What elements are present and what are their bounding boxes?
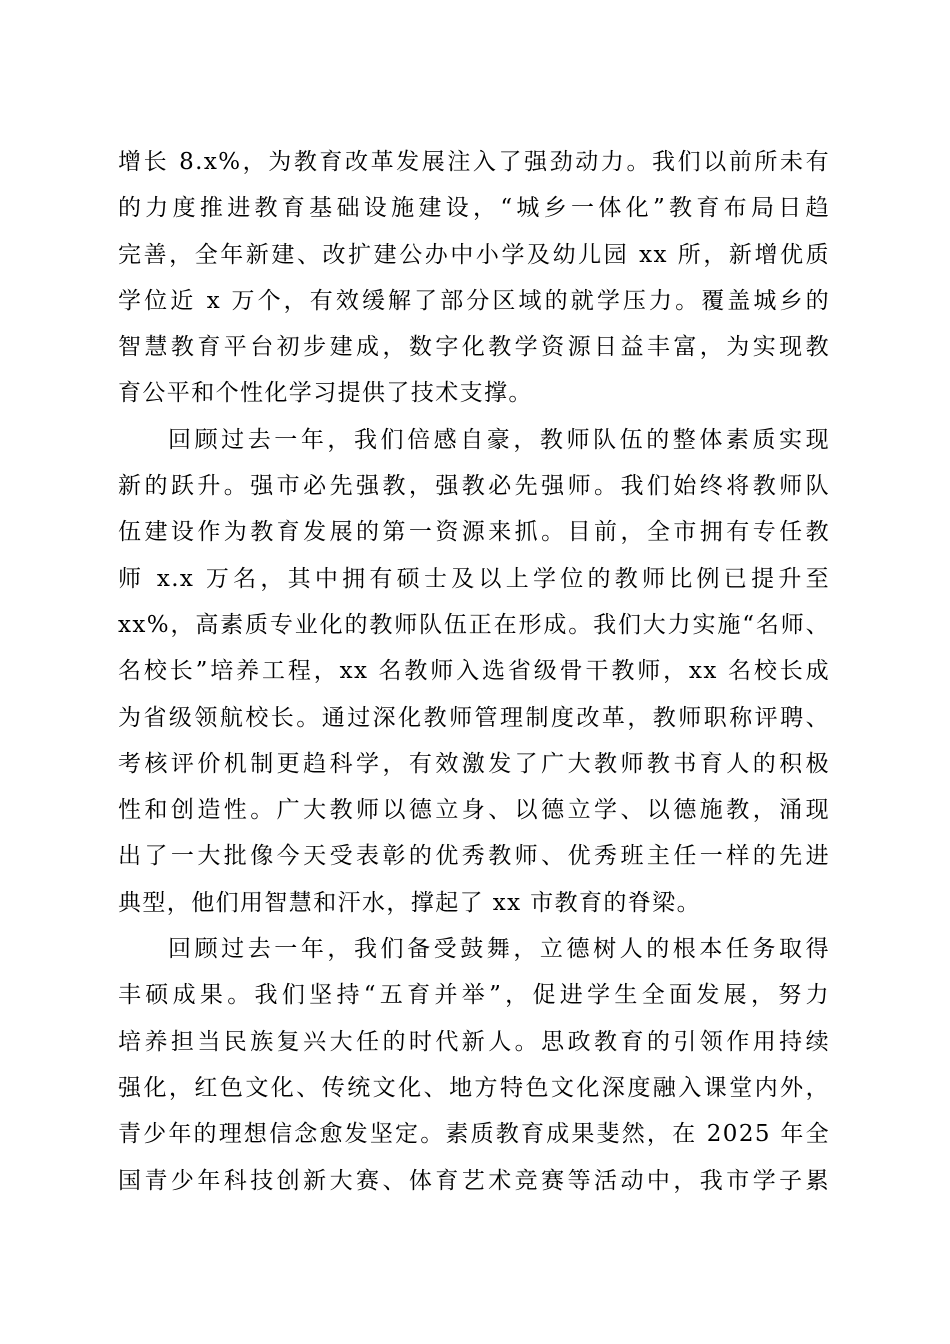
document-body — [118, 139, 830, 1204]
paragraph-line: 学位近 x 万个，有效缓解了部分区域的就学压力。覆盖城乡的 — [118, 287, 830, 314]
paragraph-line: 名校长”培养工程，xx 名教师入选省级骨干教师，xx 名校长成 — [118, 658, 830, 685]
paragraph-line: 完善，全年新建、改扩建公办中小学及幼儿园 xx 所，新增优质 — [118, 241, 830, 268]
paragraph-line: 丰硕成果。我们坚持“五育并举”，促进学生全面发展，努力 — [118, 982, 830, 1009]
paragraph-line: 回顾过去一年，我们倍感自豪，教师队伍的整体素质实现 — [168, 426, 830, 453]
paragraph-1 — [118, 139, 830, 417]
paragraph-line: 青少年的理想信念愈发坚定。素质教育成果斐然，在 2025 年全 — [118, 1121, 830, 1148]
paragraph-line: 的力度推进教育基础设施建设，“城乡一体化”教育布局日趋 — [118, 195, 830, 222]
paragraph-line: 智慧教育平台初步建成，数字化教学资源日益丰富，为实现教 — [118, 334, 830, 361]
paragraph-line: 强化，红色文化、传统文化、地方特色文化深度融入课堂内外， — [118, 1074, 830, 1101]
paragraph-line: xx%，高素质专业化的教师队伍正在形成。我们大力实施“名师、 — [118, 611, 830, 638]
paragraph-line: 为省级领航校长。通过深化教师管理制度改革，教师职称评聘、 — [118, 704, 830, 731]
paragraph-line: 培养担当民族复兴大任的时代新人。思政教育的引领作用持续 — [118, 1028, 830, 1055]
paragraph-line: 考核评价机制更趋科学，有效激发了广大教师教书育人的积极 — [118, 750, 830, 777]
paragraph-3 — [118, 926, 830, 1204]
paragraph-line: 伍建设作为教育发展的第一资源来抓。目前，全市拥有专任教 — [118, 519, 830, 546]
paragraph-line: 出了一大批像今天受表彰的优秀教师、优秀班主任一样的先进 — [118, 843, 830, 870]
paragraph-2 — [118, 417, 830, 926]
paragraph-line: 典型，他们用智慧和汗水，撑起了 xx 市教育的脊梁。 — [118, 889, 701, 916]
paragraph-line: 回顾过去一年，我们备受鼓舞，立德树人的根本任务取得 — [168, 936, 830, 963]
paragraph-line: 师 x.x 万名，其中拥有硕士及以上学位的教师比例已提升至 — [118, 565, 830, 592]
paragraph-line: 性和创造性。广大教师以德立身、以德立学、以德施教，涌现 — [118, 797, 830, 824]
paragraph-line: 育公平和个性化学习提供了技术支撑。 — [118, 380, 533, 407]
paragraph-line: 增长 8.x%，为教育改革发展注入了强劲动力。我们以前所未有 — [118, 149, 830, 175]
paragraph-line: 国青少年科技创新大赛、体育艺术竞赛等活动中，我市学子累 — [118, 1167, 830, 1194]
paragraph-line: 新的跃升。强市必先强教，强教必先强师。我们始终将教师队 — [118, 473, 830, 500]
